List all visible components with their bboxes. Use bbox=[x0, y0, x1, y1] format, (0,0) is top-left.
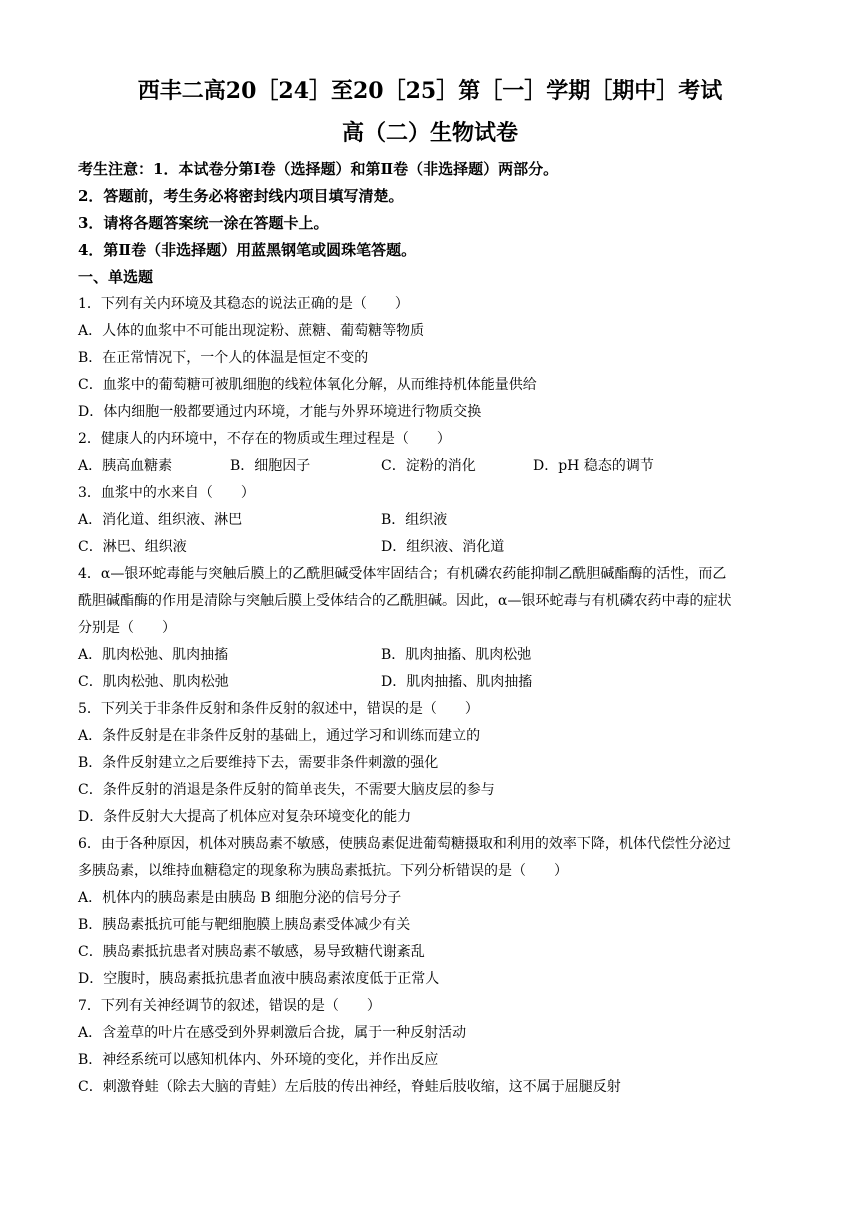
q2-option-c: C．淀粉的消化 bbox=[381, 458, 476, 474]
q4-stem-line-3: 分别是（ ） bbox=[78, 620, 176, 636]
q5-option-d: D．条件反射大大提高了机体应对复杂环境变化的能力 bbox=[78, 809, 412, 825]
q2-stem: 2．健康人的内环境中，不存在的物质或生理过程是（ ） bbox=[78, 431, 451, 447]
q7-stem: 7．下列有关神经调节的叙述，错误的是（ ） bbox=[78, 998, 381, 1014]
q4-option-c: C．肌肉松弛、肌肉松弛 bbox=[78, 674, 229, 690]
q3-stem: 3．血浆中的水来自（ ） bbox=[78, 485, 255, 501]
q3-option-c: C．淋巴、组织液 bbox=[78, 539, 187, 555]
q2-option-b: B．细胞因子 bbox=[230, 458, 311, 474]
q6-option-c: C．胰岛素抵抗患者对胰岛素不敏感，易导致糖代谢紊乱 bbox=[78, 944, 425, 960]
notice-line-3: 3．请将各题答案统一涂在答题卡上。 bbox=[78, 214, 329, 232]
q7-option-b: B．神经系统可以感知机体内、外环境的变化，并作出反应 bbox=[78, 1052, 439, 1068]
q4-stem-line-2: 酰胆碱酯酶的作用是清除与突触后膜上受体结合的乙酰胆碱。因此，α—银环蛇毒与有机磷农药中毒的症状 bbox=[78, 593, 732, 609]
q3-option-a: A．消化道、组织液、淋巴 bbox=[78, 512, 243, 528]
q4-stem-line-1: 4．α—银环蛇毒能与突触后膜上的乙酰胆碱受体牢固结合；有机磷农药能抑制乙酰胆碱酯酶的活性，而乙 bbox=[78, 566, 727, 582]
q2-option-a: A．胰高血糖素 bbox=[78, 458, 173, 474]
q5-option-c: C．条件反射的消退是条件反射的简单丧失，不需要大脑皮层的参与 bbox=[78, 782, 495, 798]
q6-stem-line-1: 6．由于各种原因，机体对胰岛素不敏感，使胰岛素促进葡萄糖摄取和利用的效率下降，机体代偿性分泌过 bbox=[78, 836, 731, 852]
q5-option-b: B．条件反射建立之后要维持下去，需要非条件刺激的强化 bbox=[78, 755, 439, 771]
q3-option-b: B．组织液 bbox=[381, 512, 448, 528]
q1-option-a: A．人体的血浆中不可能出现淀粉、蔗糖、葡萄糖等物质 bbox=[78, 323, 425, 339]
exam-subtitle: 高（二）生物试卷 bbox=[341, 120, 518, 146]
q4-option-d: D．肌肉抽搐、肌肉抽搐 bbox=[381, 674, 533, 690]
notice-line-2: 2．答题前，考生务必将密封线内项目填写清楚。 bbox=[78, 187, 404, 205]
q6-option-b: B．胰岛素抵抗可能与靶细胞膜上胰岛素受体减少有关 bbox=[78, 917, 411, 933]
q6-option-a: A．机体内的胰岛素是由胰岛 B 细胞分泌的信号分子 bbox=[78, 890, 402, 906]
notice-line-1: 考生注意：1．本试卷分第Ⅰ卷（选择题）和第Ⅱ卷（非选择题）两部分。 bbox=[78, 160, 559, 178]
q4-option-a: A．肌肉松弛、肌肉抽搐 bbox=[78, 647, 229, 663]
q7-option-a: A．含羞草的叶片在感受到外界刺激后合拢，属于一种反射活动 bbox=[78, 1025, 467, 1041]
q7-option-c: C．刺激脊蛙（除去大脑的青蛙）左后肢的传出神经，脊蛙后肢收缩，这不属于屈腿反射 bbox=[78, 1079, 621, 1095]
notice-line-4: 4．第Ⅱ卷（非选择题）用蓝黑钢笔或圆珠笔答题。 bbox=[78, 241, 417, 259]
q1-option-d: D．体内细胞一般都要通过内环境，才能与外界环境进行物质交换 bbox=[78, 404, 482, 420]
q5-option-a: A．条件反射是在非条件反射的基础上，通过学习和训练而建立的 bbox=[78, 728, 481, 744]
q4-option-b: B．肌肉抽搐、肌肉松弛 bbox=[381, 647, 532, 663]
q1-option-c: C．血浆中的葡萄糖可被肌细胞的线粒体氧化分解，从而维持机体能量供给 bbox=[78, 377, 537, 393]
section-title: 一、单选题 bbox=[78, 268, 154, 286]
q3-option-d: D．组织液、消化道 bbox=[381, 539, 505, 555]
q6-stem-line-2: 多胰岛素，以维持血糖稳定的现象称为胰岛素抵抗。下列分析错误的是（ ） bbox=[78, 863, 568, 879]
q6-option-d: D．空腹时，胰岛素抵抗患者血液中胰岛素浓度低于正常人 bbox=[78, 971, 440, 987]
q1-option-b: B．在正常情况下，一个人的体温是恒定不变的 bbox=[78, 350, 369, 366]
q5-stem: 5．下列关于非条件反射和条件反射的叙述中，错误的是（ ） bbox=[78, 701, 479, 717]
exam-title: 西丰二高20［24］至20［25］第［一］学期［期中］考试 bbox=[137, 78, 723, 104]
q1-stem: 1．下列有关内环境及其稳态的说法正确的是（ ） bbox=[78, 296, 409, 312]
q2-option-d: D．pH 稳态的调节 bbox=[533, 458, 654, 474]
